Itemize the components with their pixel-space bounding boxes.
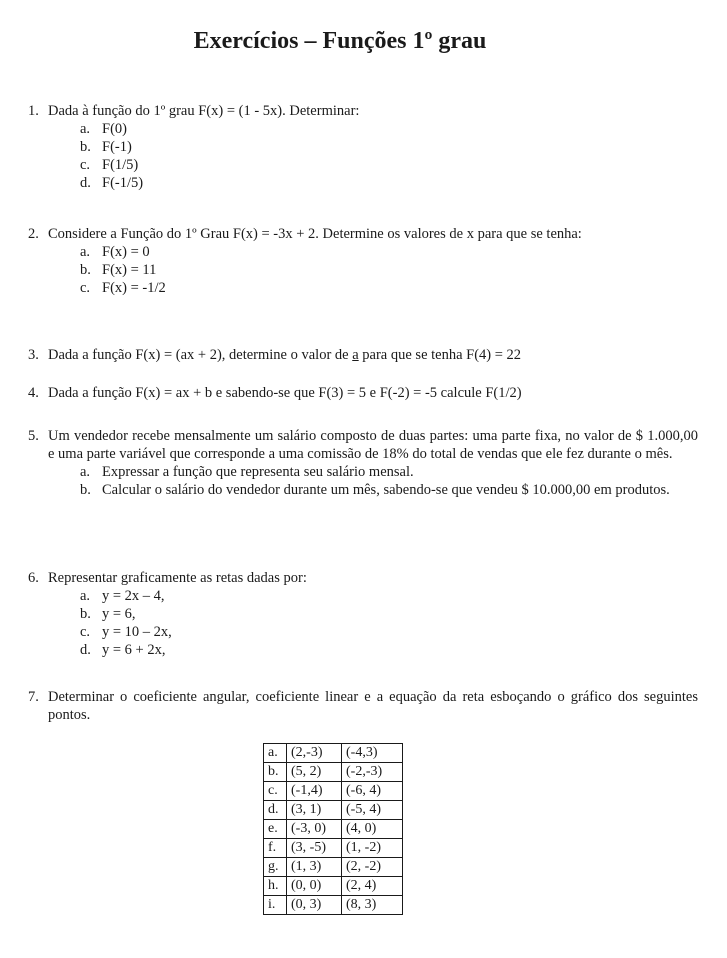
list-item <box>80 605 698 623</box>
question-7 <box>28 688 698 724</box>
item-text: y = 2x – 4, <box>102 588 165 604</box>
table-row <box>264 820 403 839</box>
question-text-part: Dada a função F(x) = (ax + 2), determine o valor de <box>48 347 353 363</box>
table-cell: c. <box>264 782 287 801</box>
item-text: Calcular o salário do vendedor durante um mês, sabendo-se que vendeu $ 10.000,00 em produtos. <box>102 482 670 498</box>
list-item <box>80 641 698 659</box>
question-1 <box>28 102 698 192</box>
list-item <box>80 481 698 499</box>
table-cell: (-6, 4) <box>342 782 403 801</box>
item-text: F(-1/5) <box>102 175 144 191</box>
table-cell: (2, -2) <box>342 858 403 877</box>
table-cell: (-1,4) <box>287 782 342 801</box>
item-letter: c. <box>80 624 91 640</box>
question-text-part: para que se tenha F(4) = 22 <box>358 347 522 363</box>
item-text: F(x) = 11 <box>102 262 157 278</box>
item-letter: b. <box>80 606 91 622</box>
item-letter: b. <box>80 482 91 498</box>
table-row <box>264 763 403 782</box>
table-row <box>264 744 403 763</box>
list-item <box>80 174 698 192</box>
list-item <box>80 279 698 297</box>
question-3 <box>28 346 698 364</box>
question-4 <box>28 384 698 402</box>
list-item <box>80 243 698 261</box>
table-cell: (2,-3) <box>287 744 342 763</box>
item-text: F(-1) <box>102 139 132 155</box>
table-cell: (2, 4) <box>342 877 403 896</box>
table-cell: (3, -5) <box>287 839 342 858</box>
item-text: F(x) = -1/2 <box>102 280 166 296</box>
question-text <box>48 346 698 364</box>
list-item <box>80 623 698 641</box>
underlined-variable: a <box>352 347 359 363</box>
item-text: F(1/5) <box>102 157 139 173</box>
table-row <box>264 782 403 801</box>
table-cell: (0, 0) <box>287 877 342 896</box>
table-cell: d. <box>264 801 287 820</box>
list-item <box>80 138 698 156</box>
question-number: 7. <box>28 689 39 705</box>
table-cell: h. <box>264 877 287 896</box>
item-letter: d. <box>80 642 91 658</box>
table-row <box>264 877 403 896</box>
table-cell: (4, 0) <box>342 820 403 839</box>
question-text: Determinar o coeficiente angular, coeficiente linear e a equação da reta esboçando o gráfico dos seguintes pontos. <box>48 689 698 723</box>
item-letter: a. <box>80 244 91 260</box>
table-cell: (5, 2) <box>287 763 342 782</box>
table-cell: i. <box>264 896 287 915</box>
table-row <box>264 858 403 877</box>
item-text: F(x) = 0 <box>102 244 150 260</box>
question-5 <box>28 427 698 499</box>
table-cell: e. <box>264 820 287 839</box>
item-letter: c. <box>80 280 91 296</box>
question-number: 2. <box>28 226 39 242</box>
table-cell: a. <box>264 744 287 763</box>
item-letter: d. <box>80 175 91 191</box>
question-text: Dada à função do 1º grau F(x) = (1 - 5x). Determinar: <box>48 103 360 119</box>
table-cell: b. <box>264 763 287 782</box>
question-2 <box>28 225 698 297</box>
item-letter: c. <box>80 157 91 173</box>
table-cell: (1, 3) <box>287 858 342 877</box>
question-text: Representar graficamente as retas dadas por: <box>48 570 307 586</box>
item-letter: b. <box>80 139 91 155</box>
table-cell: (3, 1) <box>287 801 342 820</box>
table-cell: (-3, 0) <box>287 820 342 839</box>
question-number: 5. <box>28 428 39 444</box>
item-text: F(0) <box>102 121 127 137</box>
item-text: y = 6, <box>102 606 136 622</box>
list-item <box>80 120 698 138</box>
question-text: Um vendedor recebe mensalmente um salário composto de duas partes: uma parte fixa, no valor de $ 1.000,00 e uma parte variável que corresponde a uma comissão de 18% do total de vendas que ele fez durante o mês. <box>48 428 698 462</box>
question-text: Considere a Função do 1º Grau F(x) = -3x + 2. Determine os valores de x para que se tenha: <box>48 226 582 242</box>
question-6 <box>28 569 698 659</box>
table-row <box>264 839 403 858</box>
item-text: Expressar a função que representa seu salário mensal. <box>102 464 414 480</box>
points-table <box>263 743 403 915</box>
item-letter: a. <box>80 464 91 480</box>
table-cell: (0, 3) <box>287 896 342 915</box>
item-text: y = 10 – 2x, <box>102 624 172 640</box>
list-item <box>80 587 698 605</box>
list-item <box>80 156 698 174</box>
table-cell: (-5, 4) <box>342 801 403 820</box>
question-number: 4. <box>28 385 39 401</box>
question-text: Dada a função F(x) = ax + b e sabendo-se que F(3) = 5 e F(-2) = -5 calcule F(1/2) <box>48 385 522 401</box>
table-row <box>264 801 403 820</box>
question-number: 3. <box>28 347 39 363</box>
table-cell: g. <box>264 858 287 877</box>
item-letter: b. <box>80 262 91 278</box>
question-number: 6. <box>28 570 39 586</box>
item-text: y = 6 + 2x, <box>102 642 166 658</box>
question-number: 1. <box>28 103 39 119</box>
table-cell: (1, -2) <box>342 839 403 858</box>
table-row <box>264 896 403 915</box>
page-title: Exercícios – Funções 1º grau <box>193 28 487 54</box>
item-letter: a. <box>80 121 91 137</box>
table-cell: (-4,3) <box>342 744 403 763</box>
table-cell: (-2,-3) <box>342 763 403 782</box>
table-cell: (8, 3) <box>342 896 403 915</box>
list-item <box>80 463 698 481</box>
item-letter: a. <box>80 588 91 604</box>
list-item <box>80 261 698 279</box>
table-cell: f. <box>264 839 287 858</box>
